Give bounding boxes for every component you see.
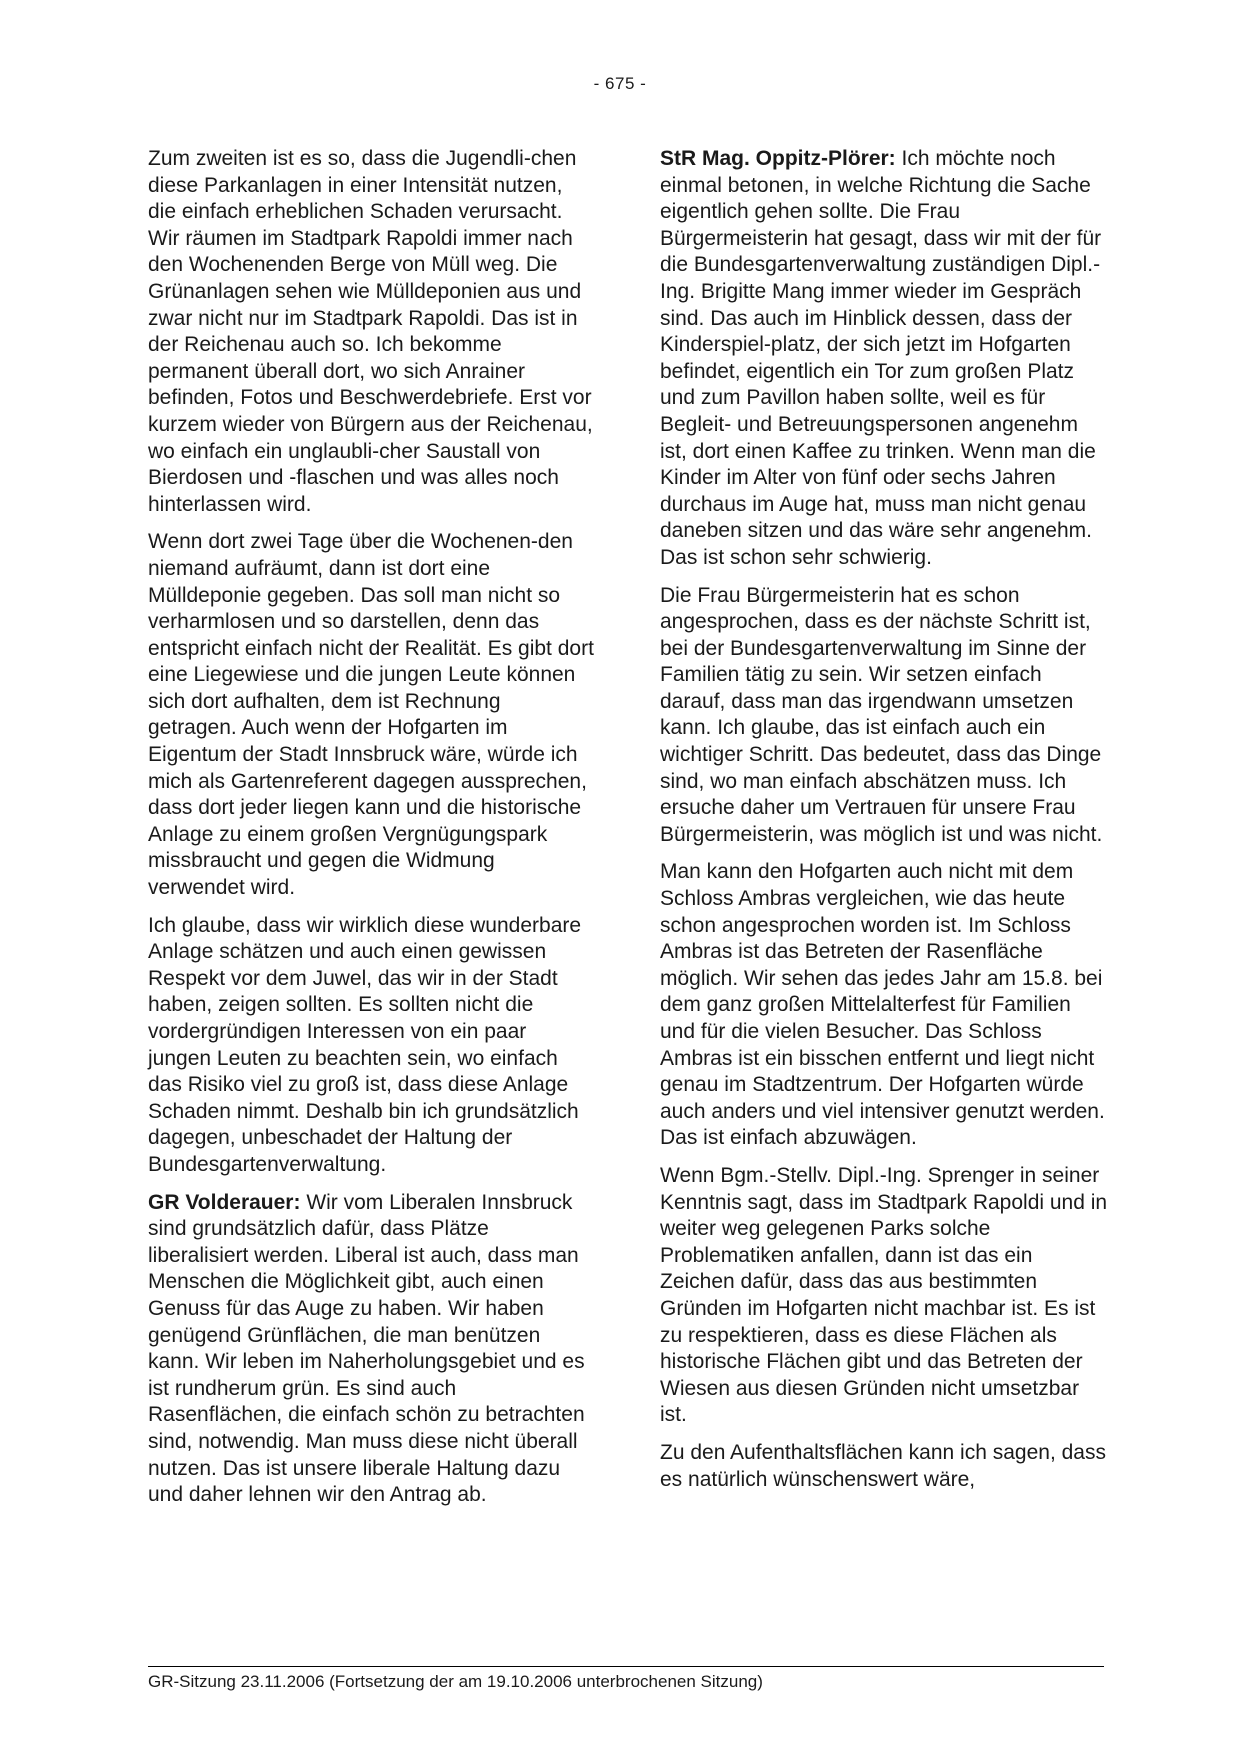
speaker-name: StR Mag. Oppitz-Plörer: [660,147,896,170]
paragraph [148,529,594,901]
paragraph-text: Die Frau Bürgermeisterin hat es schon angesprochen, dass es der nächste Schritt ist, bei der Bundesgartenverwaltung im Sinne der Familien tätig zu sein. Wir setzen einfach darauf, dass man das irgendwann umsetzen kann. Ich glaube, das ist einfach auch ein wichtiger Schritt. Das bedeutet, dass das Dinge sind, wo man einfach abschätzen muss. Ich ersuche daher um Vertrauen für unsere Frau Bürgermeisterin, was möglich ist und was nicht. [660,583,1103,846]
paragraph-text: Man kann den Hofgarten auch nicht mit dem Schloss Ambras vergleichen, wie das heute schon angesprochen worden ist. Im Schloss Ambras ist das Betreten der Rasenfläche möglich. Wir sehen das jedes Jahr am 15.8. bei dem ganz großen Mittelalterfest für Familien und für die vielen Besucher. Das Schloss Ambras ist ein bisschen entfernt und liegt nicht genau im Stadtzentrum. Der Hofgarten würde auch anders und viel intensiver genutzt werden. Das ist einfach abzuwägen. [660,860,1105,1150]
paragraph [148,1190,594,1509]
left-column [148,146,594,1520]
footer-text: GR-Sitzung 23.11.2006 (Fortsetzung der am 19.10.2006 unterbrochenen Sitzung) [148,1672,763,1691]
paragraph [660,859,1110,1152]
paragraph-text: Ich möchte noch einmal betonen, in welche Richtung die Sache eigentlich gehen sollte. Die Frau Bürgermeisterin hat gesagt, dass wir mit der für die Bundesgartenverwaltung zuständigen Dipl.-Ing. Brigitte Mang immer wieder im Gespräch sind. Das auch im Hinblick dessen, dass der Kinderspiel-platz, der sich jetzt im Hofgarten befindet, eigentlich ein Tor zum großen Platz und zum Pavillon haben sollte, weil es für Begleit- und Betreuungspersonen angenehm ist, dort einen Kaffee zu trinken. Wenn man die Kinder im Alter von fünf oder sechs Jahren durchaus im Auge hat, muss man nicht genau daneben sitzen und das wäre sehr angenehm. Das ist schon sehr schwierig. [660,147,1102,569]
paragraph [148,913,594,1179]
paragraph [660,583,1110,849]
paragraph [660,1440,1110,1493]
page-number: - 675 - [593,74,647,93]
paragraph-text: Wir vom Liberalen Innsbruck sind grundsätzlich dafür, dass Plätze liberalisiert werden. Liberal ist auch, dass man Menschen die Möglichkeit gibt, auch einen Genuss für das Auge zu haben. Wir haben genügend Grünflächen, die man benützen kann. Wir leben im Naherholungsgebiet und es ist rundherum grün. Es sind auch Rasenflächen, die einfach schön zu betrachten sind, notwendig. Man muss diese nicht überall nutzen. Das ist unsere liberale Haltung dazu und daher lehnen wir den Antrag ab. [148,1190,585,1507]
right-column [660,146,1110,1504]
footer-divider [148,1666,1104,1667]
speaker-name: GR Volderauer: [148,1190,301,1214]
paragraph-text: Wenn Bgm.-Stellv. Dipl.-Ing. Sprenger in seiner Kenntnis sagt, dass im Stadtpark Rapoldi und in weiter weg gelegenen Parks solche Problematiken anfallen, dann ist das ein Zeichen dafür, dass das aus bestimmten Gründen im Hofgarten nicht machbar ist. Es ist zu respektieren, dass es diese Flächen als historische Flächen gibt und das Betreten der Wiesen aus diesen Gründen nicht umsetzbar ist. [660,1163,1108,1427]
paragraph-text: Zu den Aufenthaltsflächen kann ich sagen, dass es natürlich wünschenswert wäre, [660,1440,1106,1491]
paragraph [660,146,1110,572]
paragraph-text: Ich glaube, dass wir wirklich diese wunderbare Anlage schätzen und auch einen gewissen Respekt vor dem Juwel, das wir in der Stadt haben, zeigen sollten. Es sollten nicht die vordergründigen Interessen von ein paar jungen Leuten zu beachten sein, wo einfach das Risiko viel zu groß ist, dass diese Anlage Schaden nimmt. Deshalb bin ich grundsätzlich dagegen, unbeschadet der Haltung der Bundesgartenverwaltung. [148,913,582,1176]
paragraph-text: Zum zweiten ist es so, dass die Jugendli-chen diese Parkanlagen in einer Intensität nutzen, die einfach erheblichen Schaden verursacht. Wir räumen im Stadtpark Rapoldi immer nach den Wochenenden Berge von Müll weg. Die Grünanlagen sehen wie Mülldeponien aus und zwar nicht nur im Stadtpark Rapoldi. Das ist in der Reichenau auch so. Ich bekomme permanent überall dort, wo sich Anrainer befinden, Fotos und Beschwerdebriefe. Erst vor kurzem wieder von Bürgern aus der Reichenau, wo einfach ein unglaubli-cher Saustall von Bierdosen und -flaschen und was alles noch hinterlassen wird. [148,147,593,516]
paragraph-text: Wenn dort zwei Tage über die Wochenen-den niemand aufräumt, dann ist dort eine Mülldeponie gegeben. Das soll man nicht so verharmlosen und so darstellen, denn das entspricht einfach nicht der Realität. Es gibt dort eine Liegewiese und die jungen Leute können sich dort aufhalten, dem ist Rechnung getragen. Auch wenn der Hofgarten im Eigentum der Stadt Innsbruck wäre, würde ich mich als Gartenreferent dagegen aussprechen, dass dort jeder liegen kann und die historische Anlage zu einem großen Vergnügungspark missbraucht und gegen die Widmung verwendet wird. [148,530,594,900]
paragraph [148,146,594,518]
paragraph [660,1163,1110,1429]
